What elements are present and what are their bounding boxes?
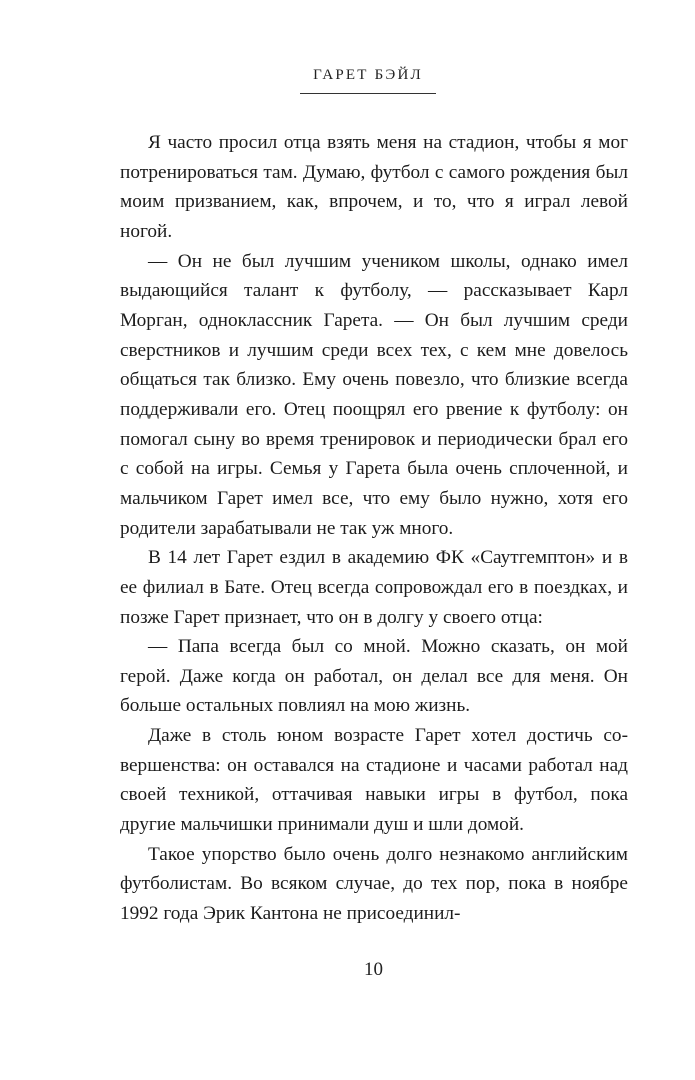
paragraph: — Папа всегда был со мной. Можно сказать, он мой герой. Даже когда он работал, он делал все для меня. Он больше остальных повлиял на мою жизнь. <box>120 636 628 717</box>
running-title: ГАРЕТ БЭЙЛ <box>313 67 423 83</box>
page-number: 10 <box>364 959 383 980</box>
header-rule <box>300 93 436 94</box>
body-text <box>120 128 628 929</box>
paragraph: Даже в столь юном возрасте Гарет хотел достичь совершенства: он оставался на стадионе и часами работал над своей техникой, оттачивая навыки игры в футбол, пока другие мальчишки принимали душ и шли домой. <box>120 725 628 836</box>
running-header <box>300 66 436 94</box>
paragraph: Такое упорство было очень долго незнакомо английским футболистам. Во всяком случае, до тех пор, пока в ноябре 1992 года Эрик Кантона не присоединил- <box>120 843 628 925</box>
paragraph: В 14 лет Гарет ездил в академию ФК «Саутгемптон» и в ее филиал в Бате. Отец всегда сопровождал его в поездках, и позже Гарет признает, что он в долгу у своего отца: <box>120 547 628 628</box>
paragraph: Я часто просил отца взять меня на стадион, чтобы я мог потренироваться там. Думаю, футбол с самого рождения был моим призванием, как, впрочем, и то, что я играл левой ногой. <box>120 132 628 242</box>
paragraph: — Он не был лучшим учеником школы, однако имел выдающийся талант к футболу, — рассказывает Карл Морган, одноклассник Гарета. — Он был лучшим среди сверстников и лучшим среди всех тех, с кем мне довелось общаться так близко. Ему очень повезло, что близкие всегда поддерживали его. Отец поощрял его рвение к футболу: он помогал сыну во время тренировок и периодически брал его с собой на игры. Семья у Гарета была очень сплоченной, и мальчиком Гарет имел все, что ему было нужно, хотя его родители зарабатывали не так уж много. <box>120 250 628 539</box>
